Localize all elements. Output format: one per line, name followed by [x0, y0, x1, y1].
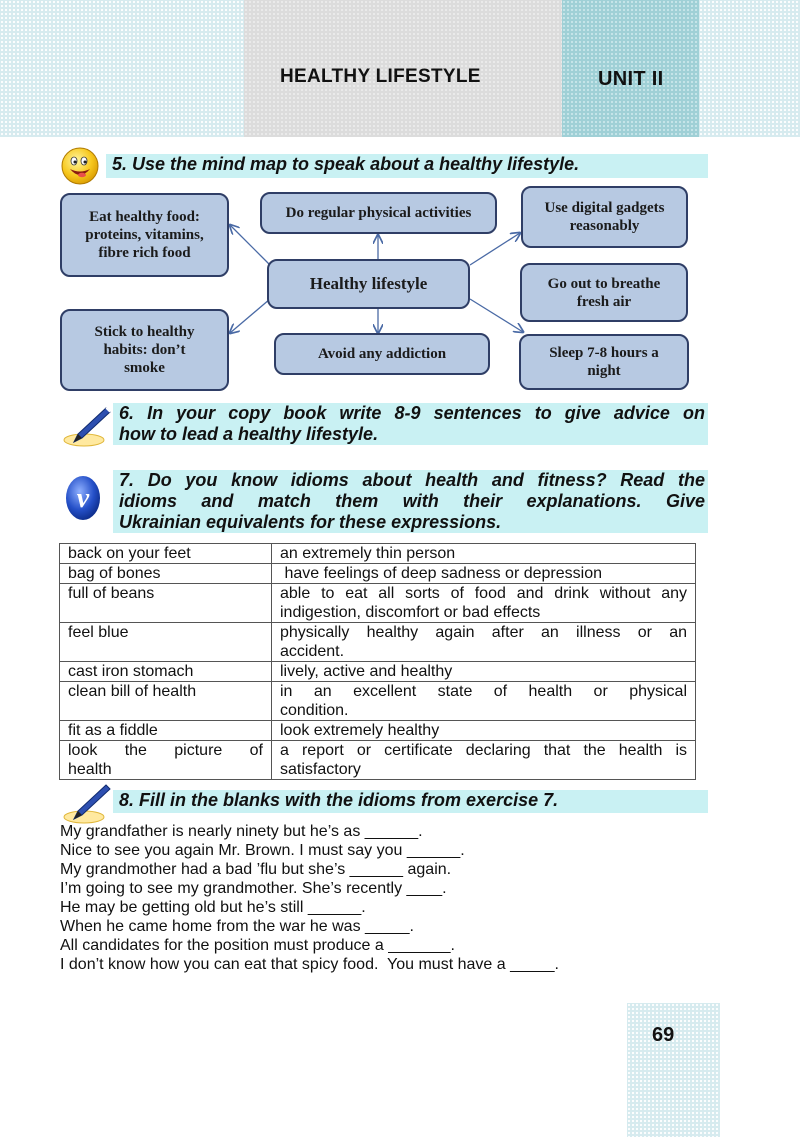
instruction-line: how to lead a healthy lifestyle.: [119, 424, 379, 444]
exercise-5-instruction: 5. Use the mind map to speak about a healthy lifestyle.: [106, 154, 708, 178]
idiom-cell: bag of bones: [60, 564, 272, 584]
node-line: Healthy lifestyle: [309, 274, 428, 293]
node-line: habits: don’t: [103, 342, 186, 358]
exercise-6-instruction: [113, 403, 708, 445]
node-line: Stick to healthy: [94, 324, 195, 340]
sentence: Nice to see you again Mr. Brown. I must say you ______.: [60, 842, 465, 859]
idioms-table: [59, 543, 696, 780]
node-eat-healthy-food: [60, 193, 229, 277]
node-line: reasonably: [569, 218, 640, 234]
instruction-line: Ukrainian equivalents for these expressions.: [119, 512, 502, 532]
table-row: [60, 544, 696, 564]
node-line: Go out to breathe: [547, 275, 661, 292]
node-line: proteins, vitamins,: [85, 227, 204, 243]
pen-icon: [60, 783, 112, 825]
sentence: I don’t know how you can eat that spicy food. You must have a _____.: [60, 956, 559, 973]
page-header: [0, 0, 800, 137]
sentence: My grandmother had a bad ’flu but she’s ______ again.: [60, 861, 452, 878]
explanation-cell: an extremely thin person: [272, 544, 696, 564]
idiom-cell: cast iron stomach: [60, 662, 272, 682]
svg-text:v: v: [76, 483, 90, 514]
table-row: [60, 623, 696, 662]
node-line: fibre rich food: [98, 245, 191, 261]
smiley-icon: [60, 146, 100, 186]
node-healthy-lifestyle-center: [267, 259, 470, 309]
idiom-cell: full of beans: [60, 584, 272, 623]
table-row: [60, 564, 696, 584]
exercise-7-instruction: [113, 470, 708, 533]
sentence: He may be getting old but he’s still ______.: [60, 899, 366, 916]
fill-in-sentences: [60, 822, 559, 974]
table-row: [60, 741, 696, 780]
explanation-cell: lively, active and healthy: [272, 662, 696, 682]
instruction-line: idioms and match them with their explanations. Give: [119, 491, 705, 511]
header-pattern-left: [0, 0, 244, 137]
node-avoid-addiction: [274, 333, 490, 375]
node-line: Use digital gadgets: [544, 200, 665, 216]
table-row: [60, 682, 696, 721]
exercise-8-instruction: 8. Fill in the blanks with the idioms from exercise 7.: [113, 790, 708, 813]
node-line: fresh air: [576, 293, 632, 310]
node-fresh-air: [520, 263, 688, 322]
instruction-line: 7. Do you know idioms about health and fitness? Read the: [119, 470, 705, 490]
table-row: [60, 584, 696, 623]
explanation-cell: have feelings of deep sadness or depression: [272, 564, 696, 584]
page-number: 69: [652, 1024, 675, 1046]
idiom-cell: feel blue: [60, 623, 272, 662]
explanation-cell: in an excellent state of health or physical condition.: [272, 682, 696, 721]
header-pattern-right: [699, 0, 800, 137]
node-line: smoke: [124, 360, 165, 376]
explanation-cell: physically healthy again after an illness or an accident.: [272, 623, 696, 662]
pen-icon: [60, 404, 112, 448]
instruction-line: 6. In your copy book write 8-9 sentences to give advice on: [119, 403, 705, 423]
idiom-cell: back on your feet: [60, 544, 272, 564]
node-line: Sleep 7-8 hours a: [549, 345, 659, 361]
node-digital-gadgets: [521, 186, 688, 248]
explanation-cell: able to eat all sorts of food and drink without any indigestion, discomfort or bad effects: [272, 584, 696, 623]
idiom-cell: fit as a fiddle: [60, 721, 272, 741]
node-line: night: [587, 363, 621, 379]
node-physical-activities: [260, 192, 497, 234]
vocabulary-v-icon: [63, 474, 103, 522]
idiom-cell: look the picture of health: [60, 741, 272, 780]
node-line: Avoid any addiction: [317, 346, 447, 362]
node-sleep: [519, 334, 689, 390]
node-line: Eat healthy food:: [89, 209, 200, 225]
node-line: Do regular physical activities: [285, 205, 472, 221]
sentence: My grandfather is nearly ninety but he’s as ______.: [60, 823, 423, 840]
table-row: [60, 662, 696, 682]
node-healthy-habits: [60, 309, 229, 391]
chapter-title: HEALTHY LIFESTYLE: [280, 66, 481, 87]
table-row: [60, 721, 696, 741]
unit-label: UNIT II: [598, 68, 664, 90]
explanation-cell: look extremely healthy: [272, 721, 696, 741]
sentence: I’m going to see my grandmother. She’s recently ____.: [60, 880, 447, 897]
explanation-cell: a report or certificate declaring that the health is satisfactory: [272, 741, 696, 780]
sentence: When he came home from the war he was _____.: [60, 918, 414, 935]
sentence: All candidates for the position must produce a _______.: [60, 937, 455, 954]
idiom-cell: clean bill of health: [60, 682, 272, 721]
